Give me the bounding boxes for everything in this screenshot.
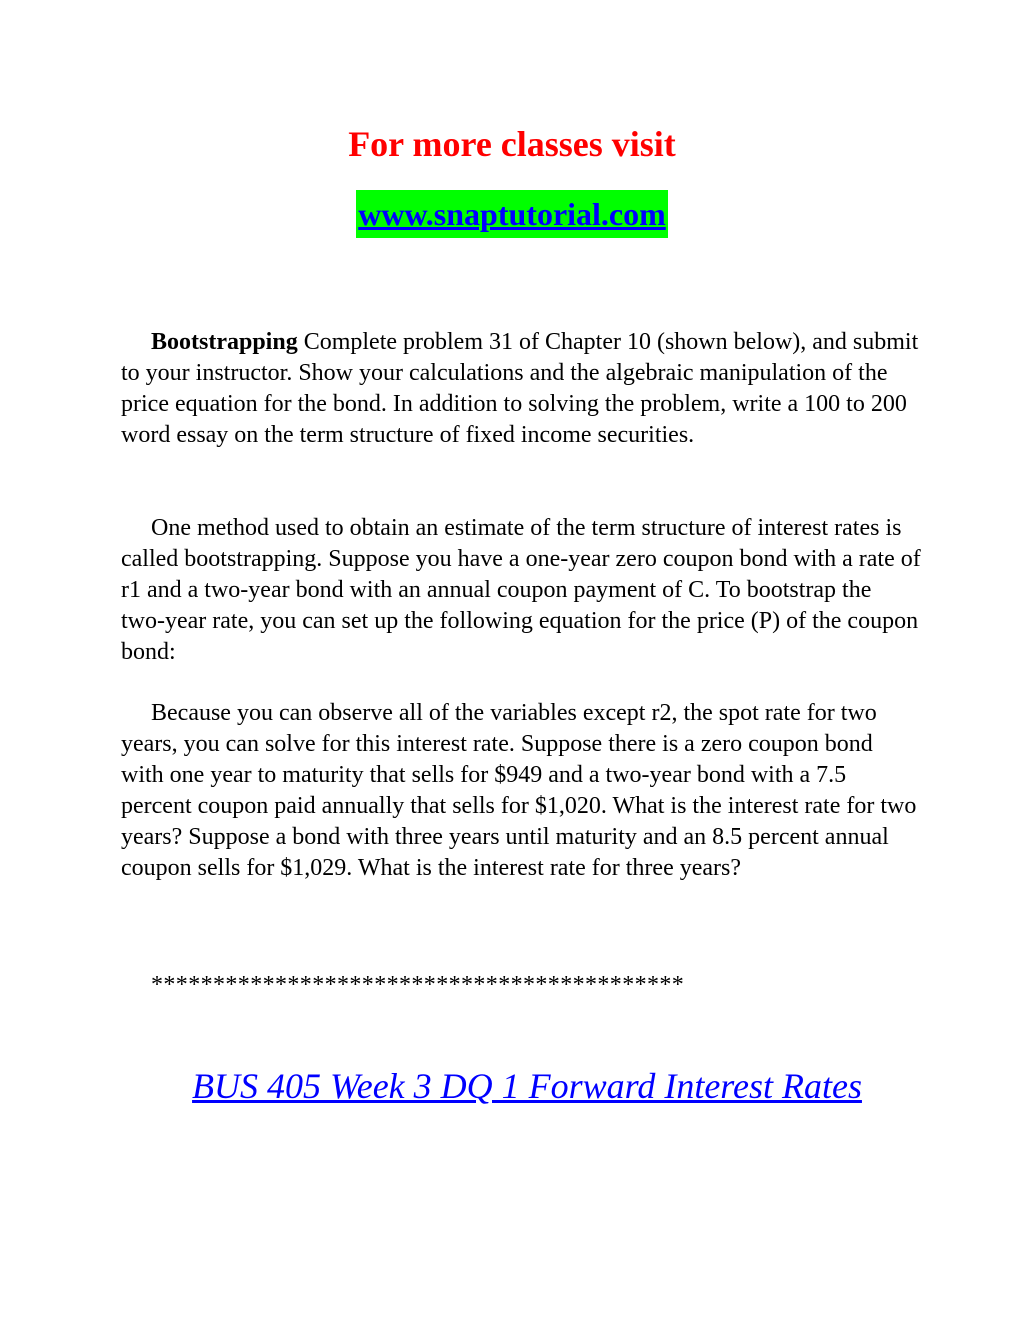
site-link-container (0, 190, 1024, 238)
page-title: For more classes visit (348, 124, 676, 164)
paragraph-text: Complete problem 31 of Chapter 10 (shown below), and submit to your instructor. Show your calculations and the algebraic manipulation of the price equation for the bond. In addition to solving the problem, write a 100 to 200 word essay on the term structure of fixed income securities. (121, 329, 919, 448)
paragraph-text: One method used to obtain an estimate of the term structure of interest rates is called bootstrapping. Suppose you have a one-year zero coupon bond with a rate of r1 and a two-year bond with an annual coupon payment of C. To bootstrap the two-year rate, you can set up the following equation for the price (P) of the coupon bond: (121, 515, 921, 665)
course-link-container (0, 1063, 1024, 1109)
paragraph-text: Because you can observe all of the variables except r2, the spot rate for two years, you can solve for this interest rate. Suppose there is a zero coupon bond with one year to maturity that sells for $949 and a two-year bond with a 7.5 percent coupon paid annually that sells for $1,020. What is the interest rate for two years? Suppose a bond with three years until maturity and an 8.5 percent annual coupon sells for $1,029. What is the interest rate for three years? (121, 700, 917, 881)
paragraph-problem (121, 698, 921, 884)
paragraph-lead: Bootstrapping (151, 329, 298, 355)
separator: ******************************************* (151, 972, 685, 998)
site-link[interactable]: www.snaptutorial.com (356, 190, 668, 238)
paragraph-bootstrapping (121, 513, 921, 668)
course-link[interactable]: BUS 405 Week 3 DQ 1 Forward Interest Rates (192, 1066, 862, 1106)
paragraph-assignment (121, 327, 921, 451)
